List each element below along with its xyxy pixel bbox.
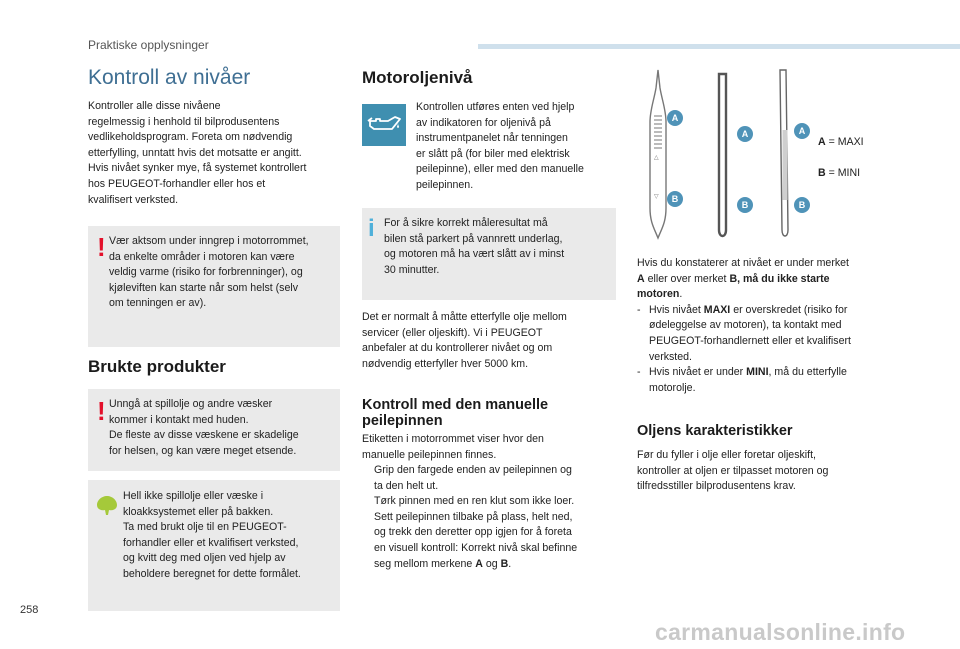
list-item: - Hvis nivået MAXI er overskredet (risiko for ødeleggelse av motoren), ta kontakt med PEUGEOT-forhandlernett eller et kvalifisert verksted.: [637, 303, 851, 363]
info-callout: i For å sikre korrekt måleresultat må bilen stå parkert på vannrett underlag, og motoren må ha vært slått av i minst 30 minutter.: [362, 208, 616, 300]
level-paragraph: Hvis du konstaterer at nivået er under merket A eller over merket B, må du ikke starte motoren. - Hvis nivået MAXI er overskredet (risiko for ødeleggelse av motoren), ta kontakt med PEUGEOT-forhandlernett eller et kvalifisert verksted. - Hvis nivået er under MINI, må du etterfylle motorolje.: [637, 256, 899, 396]
list-item: Tørk pinnen med en ren klut som ikke loer.: [362, 494, 622, 510]
warning-icon: !: [97, 396, 106, 426]
marker-b-2: B: [737, 197, 753, 213]
steps-list: [362, 463, 622, 572]
bullet-icon: [362, 494, 374, 510]
marker-a-1: A: [667, 110, 683, 126]
normal-paragraph: Det er normalt å måtte etterfylle olje mellom servicer (eller oljeskift). Vi i PEUGEOT anbefaler at du kontrollerer nivået og om nødvendig etterfyller hver 5000 km.: [362, 311, 567, 370]
svg-text:△: △: [654, 155, 659, 161]
oil-can-icon: [362, 104, 406, 146]
section-title-used-products: Brukte produkter: [88, 357, 226, 376]
section-title-oil-characteristics: Oljens karakteristikker: [637, 423, 793, 439]
eco-callout: Hell ikke spillolje eller væske i kloakksystemet eller på bakken. Ta med brukt olje til en PEUGEOT- forhandler eller et kvalifisert verksted, og kvitt deg med oljen ved hjelp av beholdere beregnet for dette formålet.: [88, 480, 340, 611]
bullet-icon: [362, 510, 374, 572]
dipstick-illustration: [636, 66, 816, 246]
marker-b-1: B: [667, 191, 683, 207]
list-item: Grip den fargede enden av peilepinnen og ta den helt ut.: [362, 463, 622, 494]
marker-a-3: A: [794, 123, 810, 139]
section-header: Praktiske opplysninger: [88, 38, 209, 52]
warning-callout-engine: ! Vær aktsom under inngrep i motorrommet, da enkelte områder i motoren kan være veldig varme (risiko for forbrenninger), og kjøleviften kan starte når som helst (selv om tenningen er av).: [88, 226, 340, 347]
header-bar: [478, 44, 960, 49]
page-number: 258: [20, 604, 39, 616]
warning-icon: !: [97, 232, 106, 262]
engine-oil-intro: Kontrollen utføres enten ved hjelp av indikatoren for oljenivå på instrumentpanelet når tenningen er slått på (for biler med elektrisk peilepinne), eller med den manuelle peilepinnen.: [416, 101, 584, 191]
intro-paragraph: Kontroller alle disse nivåene regelmessig i henhold til bilprodusentens vedlikeholdsprogram. Foreta om nødvendig etterfylling, unntatt hvis det motsatte er angitt. Hvis nivået synker mye, få systemet kontrollert hos PEUGEOT-forhandler eller hos et kvalifisert verksted.: [88, 100, 307, 206]
info-icon: i: [368, 215, 375, 242]
bullet-icon: [362, 463, 374, 494]
marker-b-3: B: [794, 197, 810, 213]
list-item: - Hvis nivået er under MINI, må du etterfylle motorolje.: [637, 366, 847, 394]
page-title: Kontroll av nivåer: [88, 66, 251, 89]
leaf-icon: [96, 494, 118, 521]
marker-a-2: A: [737, 126, 753, 142]
section-title-engine-oil: Motoroljenivå: [362, 68, 473, 87]
legend-a: A = MAXI: [818, 136, 864, 148]
manual-intro: Etiketten i motorrommet viser hvor den manuelle peilepinnen finnes.: [362, 433, 544, 461]
legend-b: B = MINI: [818, 167, 861, 179]
watermark: carmanualsonline.info: [655, 619, 906, 645]
list-item: Sett peilepinnen tilbake på plass, helt ned, og trekk den deretter opp igjen for å foreta en visuell kontroll: Korrekt nivå skal befinne seg mellom merkene A og B.: [362, 510, 622, 572]
svg-text:▽: ▽: [654, 194, 659, 200]
section-title-manual-dipstick: Kontroll med den manuelle peilepinnen: [362, 397, 549, 429]
oil-characteristics-text: Før du fyller i olje eller foretar oljeskift, kontroller at oljen er tilpasset motoren og tilfredsstiller bilprodusentens krav.: [637, 449, 829, 493]
warning-callout-fluids: ! Unngå at spillolje og andre væsker kommer i kontakt med huden. De fleste av disse væskene er skadelige for helsen, og kan være meget etsende.: [88, 389, 340, 471]
